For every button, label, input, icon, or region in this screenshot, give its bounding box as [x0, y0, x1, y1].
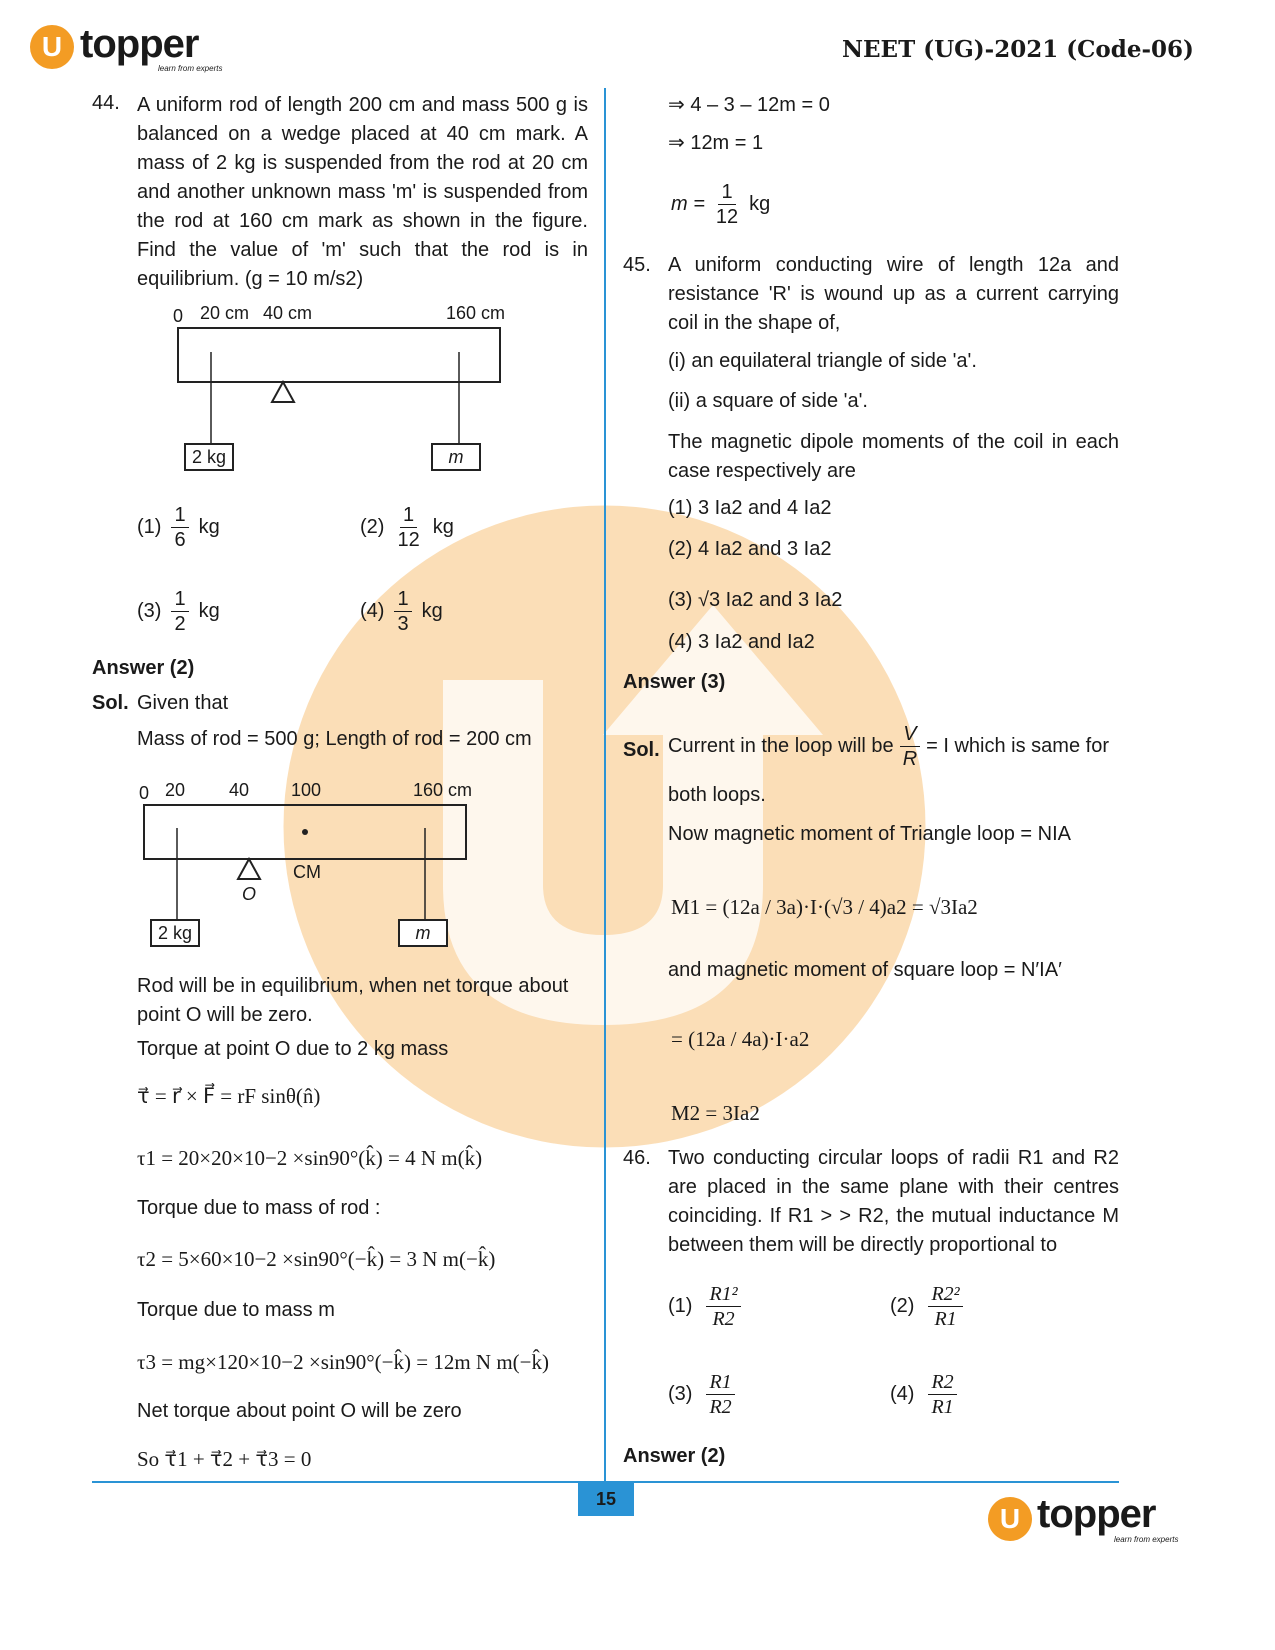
q45-sol-line3: Now magnetic moment of Triangle loop = NIA	[668, 823, 1071, 845]
q44-cont3-unit: kg	[749, 193, 771, 215]
q44-eq-text1: Rod will be in equilibrium, when net torque about point O will be zero.	[137, 975, 569, 1026]
q46-text: Two conducting circular loops of radii R1 and R2 are placed in the same plane with their centres coinciding. If R1 > > R2, the mutual inductance M between them will be directly proportional to	[668, 1147, 1119, 1256]
q44-option-1-den: 6	[174, 529, 186, 551]
q44-option-3-den: 2	[174, 613, 186, 635]
q44-sol-label: Sol.	[92, 692, 129, 714]
q44-option-1-num: 1	[171, 503, 188, 528]
q44-sol-mass: Mass of rod = 500 g; Length of rod = 200 cm	[137, 728, 532, 750]
q44-eq-text2: Torque at point O due to 2 kg mass	[137, 1038, 449, 1060]
q46-option-4-num: R2	[928, 1370, 956, 1395]
q45-sol1-den: R	[902, 748, 918, 770]
footer-logo-tagline: learn from experts	[1114, 1535, 1179, 1544]
footer-logo-text: topper	[1037, 1492, 1156, 1536]
q44-eq-tau1: τ1 = 20×20×10−2 ×sin90°(k̂) = 4 N m(k̂)	[137, 1146, 483, 1170]
fig2-label-0: 0	[139, 783, 150, 803]
q44-cont3-lhs: m =	[671, 193, 705, 215]
fig2-center-of-mass: CM	[293, 862, 321, 882]
q46-option-2[interactable]	[890, 1282, 963, 1331]
q46-option-3-label: (3)	[668, 1383, 693, 1405]
q44-option-3-num: 1	[171, 587, 188, 612]
q45-option-4[interactable]: (4) 3 Ia2 and Ia2	[668, 631, 815, 653]
fig1-label-160: 160 cm	[446, 303, 506, 323]
q44-eq-text3: Torque due to mass of rod :	[137, 1197, 381, 1219]
q45-m2-step: = (12a / 4a)·I·a2	[671, 1027, 810, 1051]
q44-eq-tau2: τ2 = 5×60×10−2 ×sin90°(−k̂) = 3 N m(−k̂)	[137, 1247, 496, 1271]
q46-option-4-label: (4)	[890, 1383, 915, 1405]
q45-m2-equation: M2 = 3Ia2	[671, 1101, 760, 1125]
header-logo-text: topper	[80, 22, 199, 66]
q46-answer: Answer (2)	[623, 1445, 726, 1467]
q45-option-2[interactable]: (2) 4 Ia2 and 3 Ia2	[668, 538, 832, 560]
q44-option-4[interactable]	[360, 587, 443, 636]
q45-sol-line2: both loops.	[668, 784, 766, 806]
q44-option-2-den: 12	[397, 529, 420, 551]
q44-option-2-label: (2)	[360, 516, 385, 538]
q44-eq-tau: τ⃗ = r⃗ × F⃗ = rF sinθ(n̂)	[137, 1084, 321, 1108]
q44-option-2-unit: kg	[432, 516, 454, 538]
q44-sol-given: Given that	[137, 692, 229, 714]
fig1-mass-2kg: 2 kg	[184, 443, 234, 471]
q45-sol1-a: Current in the loop will be	[668, 735, 894, 757]
topper-logo-icon: U	[30, 25, 74, 69]
q45-option-1[interactable]: (1) 3 Ia2 and 4 Ia2	[668, 497, 832, 519]
q46-option-1[interactable]	[668, 1282, 741, 1331]
q44-answer: Answer (2)	[92, 657, 195, 679]
q44-option-4-num: 1	[394, 587, 411, 612]
q44-cont-line1: ⇒ 4 – 3 – 12m = 0	[668, 94, 830, 116]
q45-sub2: (ii) a square of side 'a'.	[668, 390, 868, 412]
q44-option-2[interactable]	[360, 503, 454, 552]
q44-option-4-den: 3	[397, 613, 409, 635]
q46-number: 46.	[623, 1147, 651, 1169]
q44-option-3-label: (3)	[137, 600, 162, 622]
q46-option-4[interactable]	[890, 1370, 957, 1419]
q45-sol1-num: V	[900, 722, 919, 747]
q45-m1-equation: M1 = (12a / 3a)·I·(√3 / 4)a2 = √3Ia2	[671, 895, 978, 919]
fig1-label-20: 20 cm	[200, 303, 250, 323]
q44-option-4-label: (4)	[360, 600, 385, 622]
q44-number: 44.	[92, 92, 120, 114]
q44-cont3-num: 1	[718, 180, 735, 205]
fig1-rod-diagram	[170, 325, 510, 445]
header-logo-tagline: learn from experts	[158, 64, 223, 73]
q45-text2: The magnetic dipole moments of the coil in each case respectively are	[668, 431, 1119, 482]
q44-option-1-label: (1)	[137, 516, 162, 538]
q46-option-1-den: R2	[712, 1308, 735, 1330]
fig2-pivot-o: O	[242, 884, 257, 904]
q45-text: A uniform conducting wire of length 12a and resistance 'R' is wound up as a current carrying coil in the shape of,	[668, 254, 1119, 334]
fig1-mass-m: m	[431, 443, 481, 471]
page-number-badge: 15	[578, 1483, 634, 1516]
q45-option-3[interactable]: (3) √3 Ia2 and 3 Ia2	[668, 589, 843, 611]
footer-logo-icon: U	[988, 1497, 1032, 1541]
q44-option-3[interactable]	[137, 587, 220, 636]
q46-option-1-label: (1)	[668, 1295, 693, 1317]
q44-option-1[interactable]	[137, 503, 220, 552]
fig2-mass-m: m	[398, 919, 448, 947]
fig2-mass-2kg: 2 kg	[150, 919, 200, 947]
fig2-label-40: 40	[229, 780, 250, 800]
q45-number: 45.	[623, 254, 651, 276]
q46-option-2-den: R1	[934, 1308, 957, 1330]
q44-text: A uniform rod of length 200 cm and mass 500 g is balanced on a wedge placed at 40 cm mark. A mass of 2 kg is suspended from the rod at 20 cm and another unknown mass 'm' is suspended from the rod at 160 cm mark as shown in the figure. Find the value of 'm' such that the rod is in equilibrium. (g = 10 m/s2)	[137, 94, 588, 290]
q45-sol-line1	[668, 722, 1109, 771]
fig2-label-160: 160 cm	[413, 780, 473, 800]
fig2-label-100: 100	[291, 780, 322, 800]
q46-option-4-den: R1	[931, 1396, 954, 1418]
q46-option-3-den: R2	[709, 1396, 732, 1418]
fig2-label-20: 20	[165, 780, 186, 800]
fig1-label-0: 0	[173, 306, 184, 326]
q45-sol-label: Sol.	[623, 739, 660, 761]
q46-option-2-num: R2²	[928, 1282, 962, 1307]
q46-option-1-num: R1²	[706, 1282, 740, 1307]
q44-option-3-unit: kg	[198, 600, 220, 622]
q44-eq-text4: Torque due to mass m	[137, 1299, 335, 1321]
q44-cont3-den: 12	[715, 206, 739, 228]
q45-sub1: (i) an equilateral triangle of side 'a'.	[668, 350, 977, 372]
q44-eq-sum: So τ⃗1 + τ⃗2 + τ⃗3 = 0	[137, 1447, 312, 1471]
fig1-label-40: 40 cm	[263, 303, 313, 323]
exam-title: NEET (UG)-2021 (Code-06)	[842, 36, 1194, 63]
q45-sol1-b: = I which is same for	[926, 735, 1109, 757]
q44-option-1-unit: kg	[198, 516, 220, 538]
q44-eq-tau3: τ3 = mg×120×10−2 ×sin90°(−k̂) = 12m N m(−k̂)	[137, 1350, 549, 1374]
q46-option-3-num: R1	[706, 1370, 734, 1395]
q44-option-4-unit: kg	[421, 600, 443, 622]
q44-cont-line3	[671, 180, 770, 229]
q44-eq-text5: Net torque about point O will be zero	[137, 1400, 462, 1422]
q46-option-3[interactable]	[668, 1370, 735, 1419]
column-divider	[604, 88, 606, 1482]
q46-option-2-label: (2)	[890, 1295, 915, 1317]
q44-cont-line2: ⇒ 12m = 1	[668, 132, 764, 154]
q45-answer: Answer (3)	[623, 671, 726, 693]
q45-sol-line4: and magnetic moment of square loop = N′IA′	[668, 959, 1062, 981]
q44-option-2-num: 1	[400, 503, 417, 528]
